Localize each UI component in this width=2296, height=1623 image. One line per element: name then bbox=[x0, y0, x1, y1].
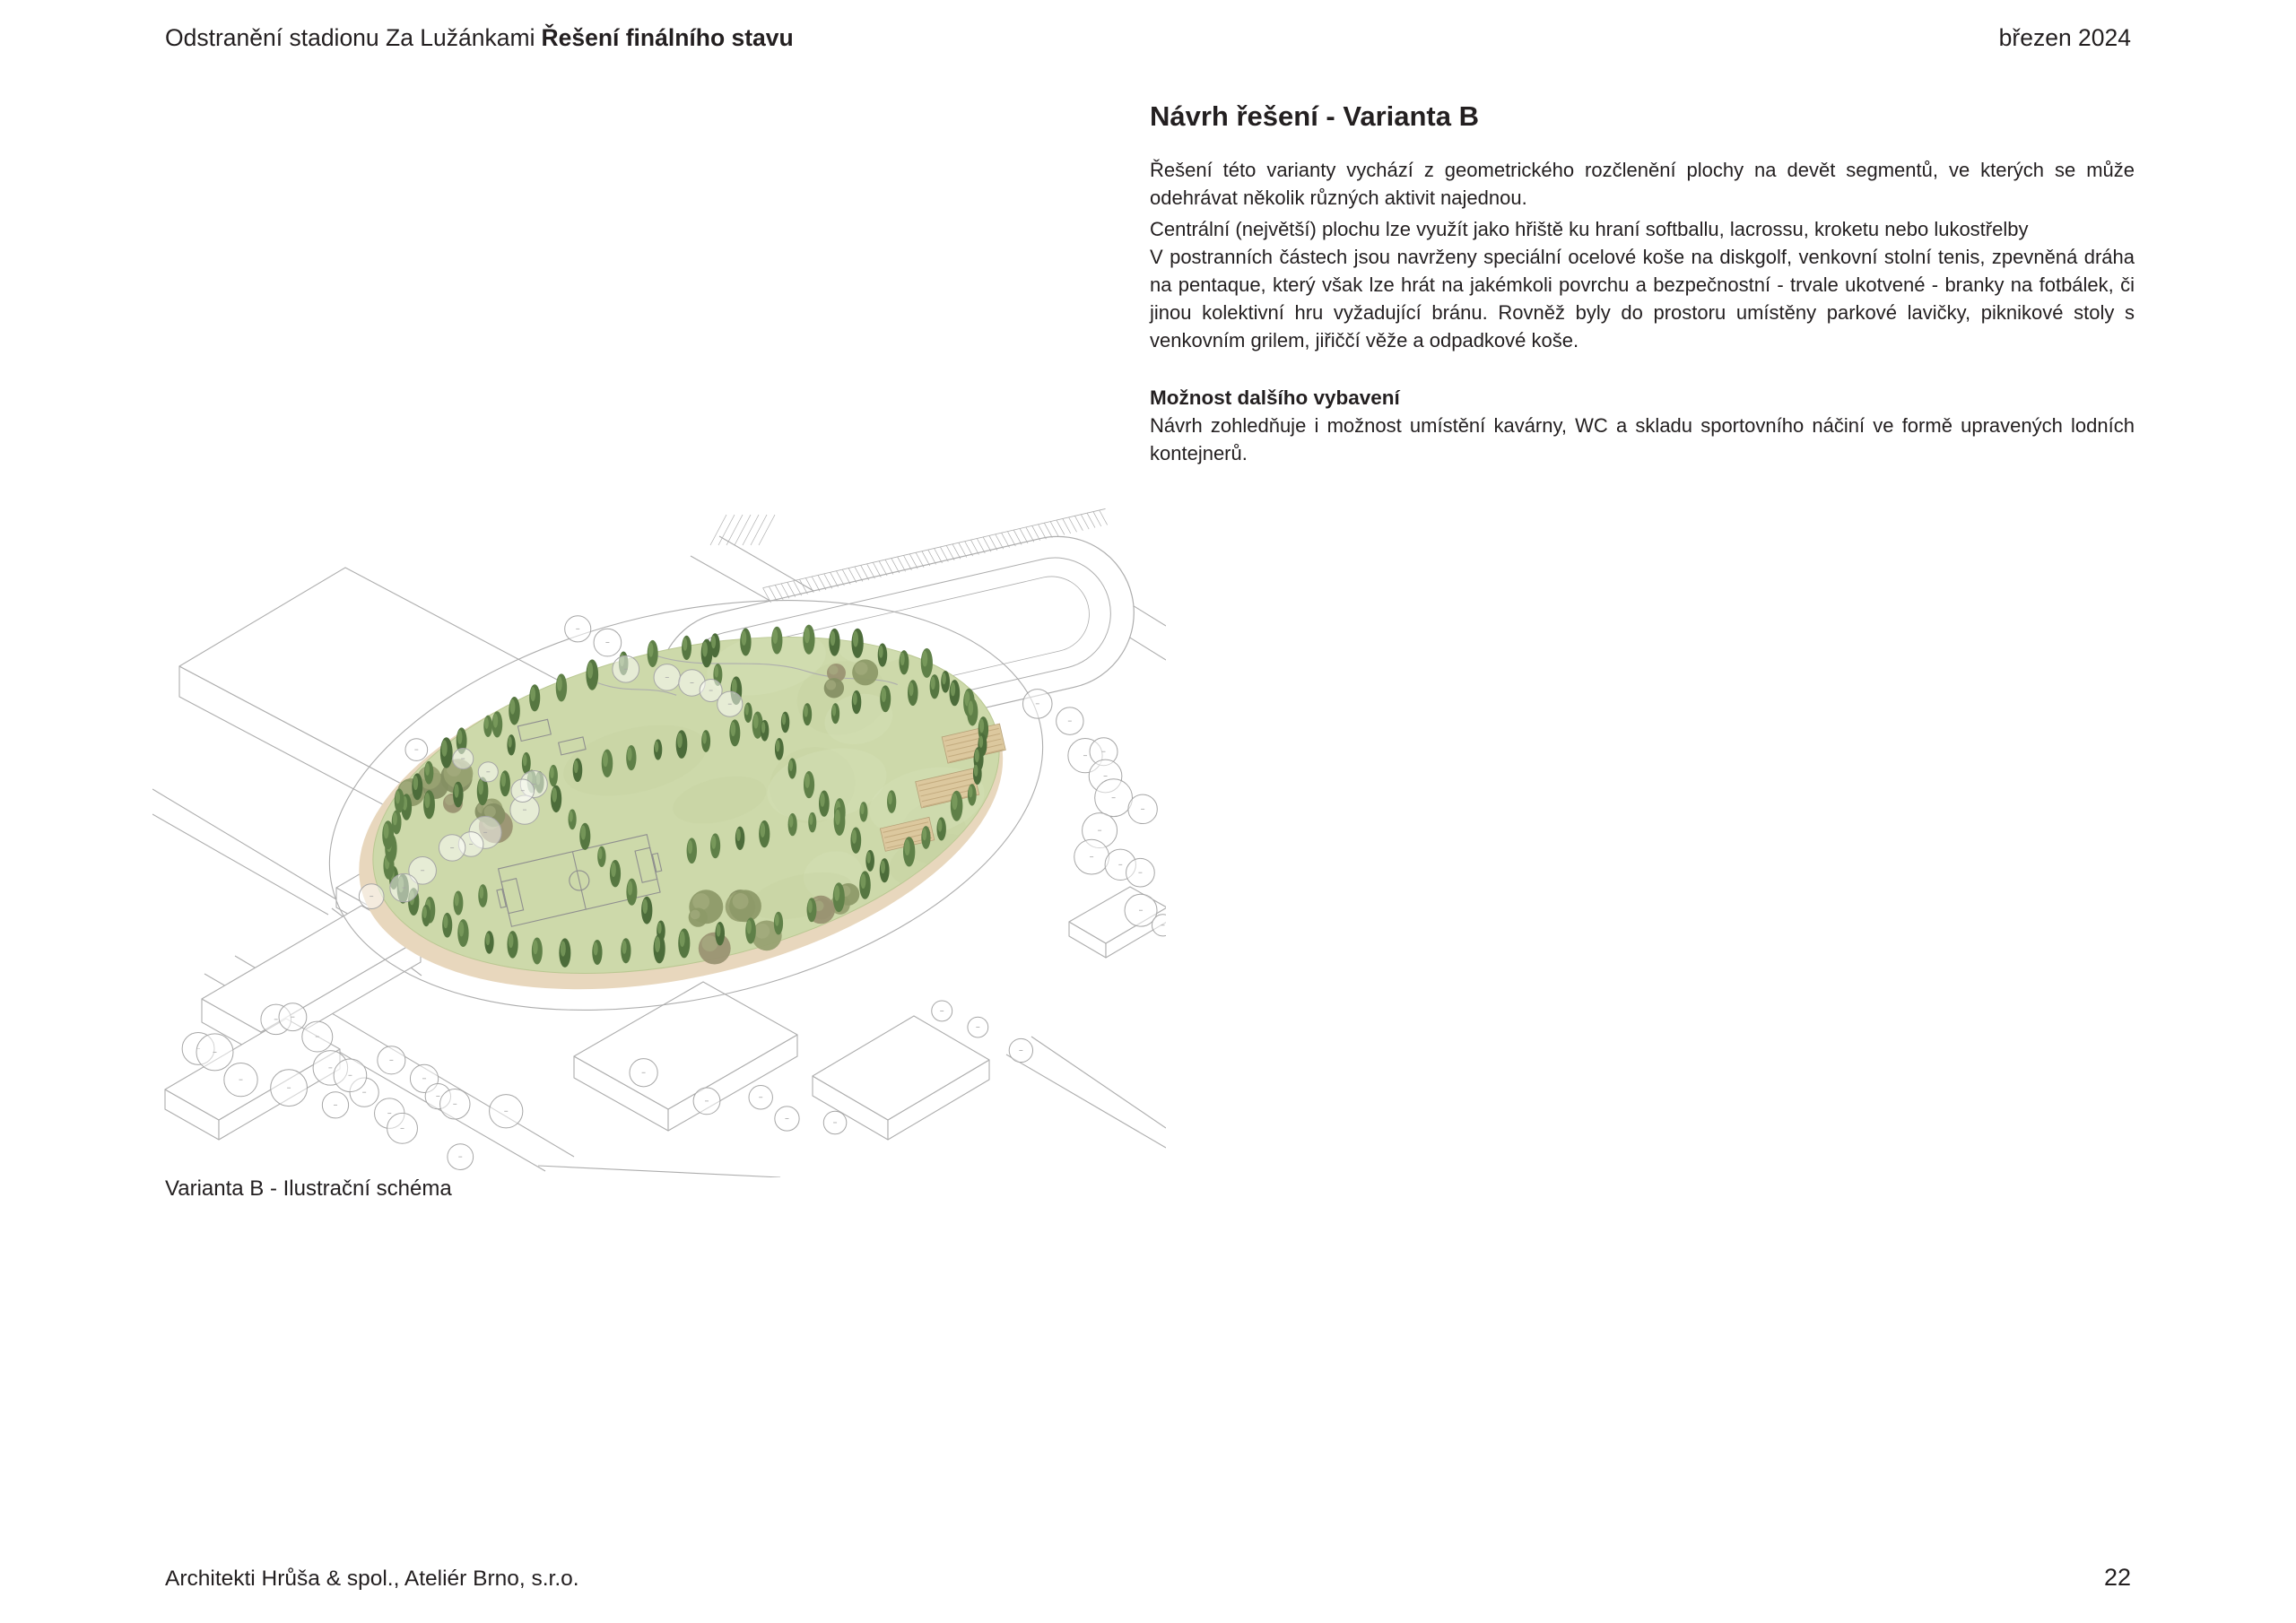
figure-caption: Varianta B - Ilustrační schéma bbox=[165, 1176, 452, 1201]
page-number: 22 bbox=[2103, 1564, 2131, 1591]
header-project-name: Odstranění stadionu Za Lužánkami bbox=[165, 24, 535, 51]
header-date: březen 2024 bbox=[1998, 24, 2131, 51]
site-plan-figure bbox=[152, 500, 1166, 1177]
body-paragraph: Řešení této varianty vychází z geometrického rozčlenění plochy na devět segmentů, ve kterých se může odehrávat několik různých aktivit najednou. bbox=[1150, 159, 2135, 209]
header-report-name: Řešení finálního stavu bbox=[541, 24, 794, 51]
studio-name: Architekti Hrůša & spol., Ateliér Brno, s.r.o. bbox=[165, 1567, 579, 1591]
header-project-title bbox=[165, 24, 794, 52]
main-text-column bbox=[1150, 100, 2135, 467]
page-header bbox=[165, 24, 2131, 52]
body-paragraph: V postranních částech jsou navrženy speciální ocelové koše na diskgolf, venkovní stolní tenis, zpevněná dráha na pentaque, který však lze hrát na jakémkoli povrchu a bezpečnostní - trvale ukotvené - branky na fotbálek, či jinou kolektivní hru vyžadující bránu. Rovněž byly do prostoru umístěny parkové lavičky, piknikové stoly s venkovním grilem, jiřiččí věže a odpadkové koše. bbox=[1150, 246, 2135, 352]
body-paragraph: Návrh zohledňuje i možnost umístění kavárny, WC a skladu sportovního náčiní ve formě upravených lodních kontejnerů. bbox=[1150, 414, 2135, 464]
page-title: Návrh řešení - Varianta B bbox=[1150, 100, 1479, 132]
page-footer bbox=[165, 1564, 2131, 1592]
subheading: Možnost dalšího vybavení bbox=[1150, 386, 1400, 409]
body-paragraph: Centrální (největší) plochu lze využít jako hřiště ku hraní softballu, lacrossu, kroketu nebo lukostřelby bbox=[1150, 218, 2029, 240]
site-plan-svg bbox=[152, 500, 1166, 1177]
